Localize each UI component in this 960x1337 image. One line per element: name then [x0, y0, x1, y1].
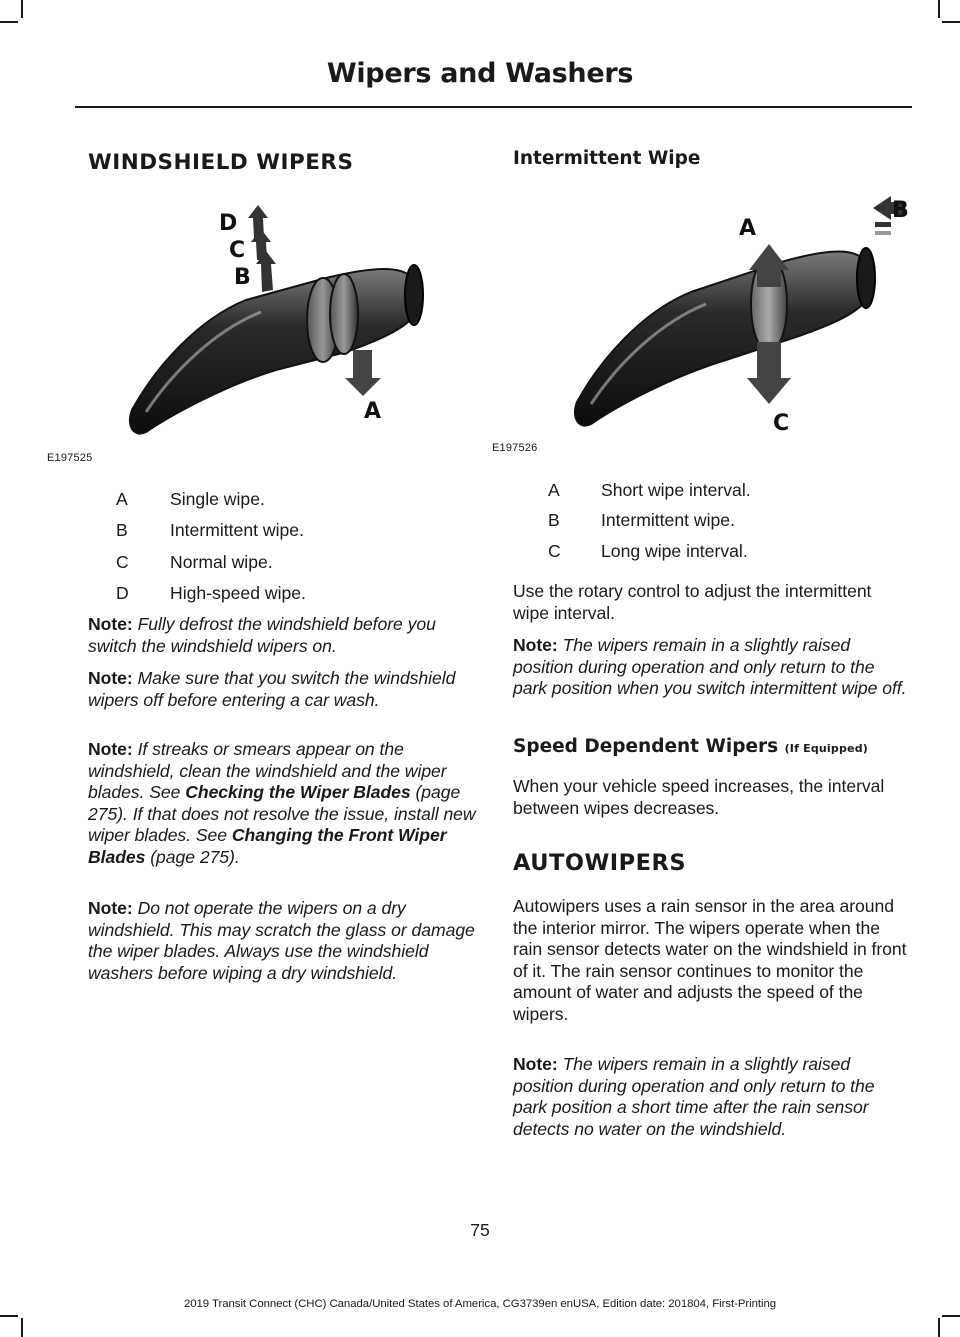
figure-label-a: A	[739, 216, 757, 241]
legend-text: Short wipe interval.	[601, 480, 751, 500]
note-label: Note:	[513, 635, 558, 655]
if-equipped-label: (If Equipped)	[784, 742, 869, 755]
figure-label-b: B	[892, 198, 909, 223]
note-raised-position	[513, 635, 913, 700]
legend-key: D	[116, 583, 129, 603]
section-heading-windshield-wipers: WINDSHIELD WIPERS	[88, 150, 354, 175]
legend-key: C	[548, 541, 561, 561]
crop-mark	[21, 0, 23, 18]
legend-text: Normal wipe.	[170, 552, 273, 572]
note-label: Note:	[88, 614, 133, 634]
figure-wiper-stalk	[47, 200, 466, 470]
speed-heading-text: Speed Dependent Wipers	[513, 736, 779, 757]
figure-label-b: B	[234, 265, 251, 290]
note-text: If streaks or smears appear on the windshield, clean the windshield and the wiper blades. See	[88, 739, 447, 803]
note-defrost	[88, 614, 476, 657]
legend-key: B	[548, 510, 560, 530]
note-text: Do not operate the wipers on a dry windshield. This may scratch the glass or damage the wiper blades. Always use the windshield washers before wiping a dry windshield.	[88, 898, 475, 983]
note-text: The wipers remain in a slightly raised position during operation and only return to the park position a short time after the rain sensor detects no water on the windshield.	[513, 1054, 875, 1139]
note-streaks	[88, 739, 476, 869]
autowipers-text: Autowipers uses a rain sensor in the area around the interior mirror. The wipers operate when the rain sensor detects water on the windshield in front of it. The rain sensor continues to monitor the amount of water and adjusts the speed of the wipers.	[513, 896, 907, 1024]
note-label: Note:	[88, 739, 133, 759]
legend-key: C	[116, 552, 129, 572]
figure-intermittent-stalk	[492, 192, 919, 462]
figure-label-c: C	[229, 238, 246, 263]
legend-key: A	[548, 480, 560, 500]
section-heading-autowipers: AUTOWIPERS	[513, 850, 687, 876]
note-car-wash	[88, 668, 476, 711]
header-rule	[75, 106, 912, 108]
wiper-stalk-illustration	[76, 200, 466, 470]
crop-mark	[0, 21, 18, 23]
section-heading-intermittent-wipe: Intermittent Wipe	[513, 148, 701, 169]
note-dry-windshield	[88, 898, 476, 984]
speed-dependent-text: When your vehicle speed increases, the interval between wipes decreases.	[513, 776, 885, 818]
legend-text: Intermittent wipe.	[170, 520, 304, 540]
legend-text: Single wipe.	[170, 489, 265, 509]
note-text: Make sure that you switch the windshield wipers off before entering a car wash.	[88, 668, 456, 710]
crop-mark	[942, 21, 960, 23]
note-label: Note:	[88, 898, 133, 918]
note-text: (page 275). If that does not resolve the issue, install new wiper blades. See	[88, 782, 476, 846]
legend-key: A	[116, 489, 128, 509]
legend-text: Long wipe interval.	[601, 541, 748, 561]
legend-text: High-speed wipe.	[170, 583, 306, 603]
note-label: Note:	[513, 1054, 558, 1074]
footer-edition-info: 2019 Transit Connect (CHC) Canada/United States of America, CG3739en enUSA, Edition date: 201804, First-Printing	[183, 1298, 777, 1310]
figure-code: E197525	[47, 452, 93, 464]
link-checking-wiper-blades[interactable]: Checking the Wiper Blades	[185, 782, 411, 803]
intermittent-stalk-illustration	[521, 192, 919, 462]
figure-label-a: A	[364, 399, 382, 424]
figure-label-c: C	[773, 411, 790, 436]
crop-mark	[942, 1315, 960, 1317]
crop-mark	[21, 1318, 23, 1337]
crop-mark	[938, 1318, 940, 1337]
note-text: (page 275).	[145, 846, 240, 867]
note-text: Fully defrost the windshield before you switch the windshield wipers on.	[88, 614, 436, 656]
crop-mark	[938, 0, 940, 18]
section-heading-speed-dependent-wipers	[513, 736, 868, 757]
rotary-control-text: Use the rotary control to adjust the intermittent wipe interval.	[513, 581, 872, 623]
note-label: Note:	[88, 668, 133, 688]
note-rain-sensor	[513, 1054, 913, 1140]
note-text: The wipers remain in a slightly raised position during operation and only return to the park position when you switch intermittent wipe off.	[513, 635, 907, 699]
crop-mark	[0, 1315, 18, 1317]
page-number: 75	[470, 1220, 490, 1240]
figure-code: E197526	[492, 442, 538, 454]
page-header-title: Wipers and Washers	[326, 58, 634, 89]
figure-label-d: D	[219, 211, 238, 236]
legend-key: B	[116, 520, 128, 540]
legend-text: Intermittent wipe.	[601, 510, 735, 530]
link-changing-front-wiper-blades[interactable]: Changing the Front Wiper Blades	[88, 825, 447, 867]
